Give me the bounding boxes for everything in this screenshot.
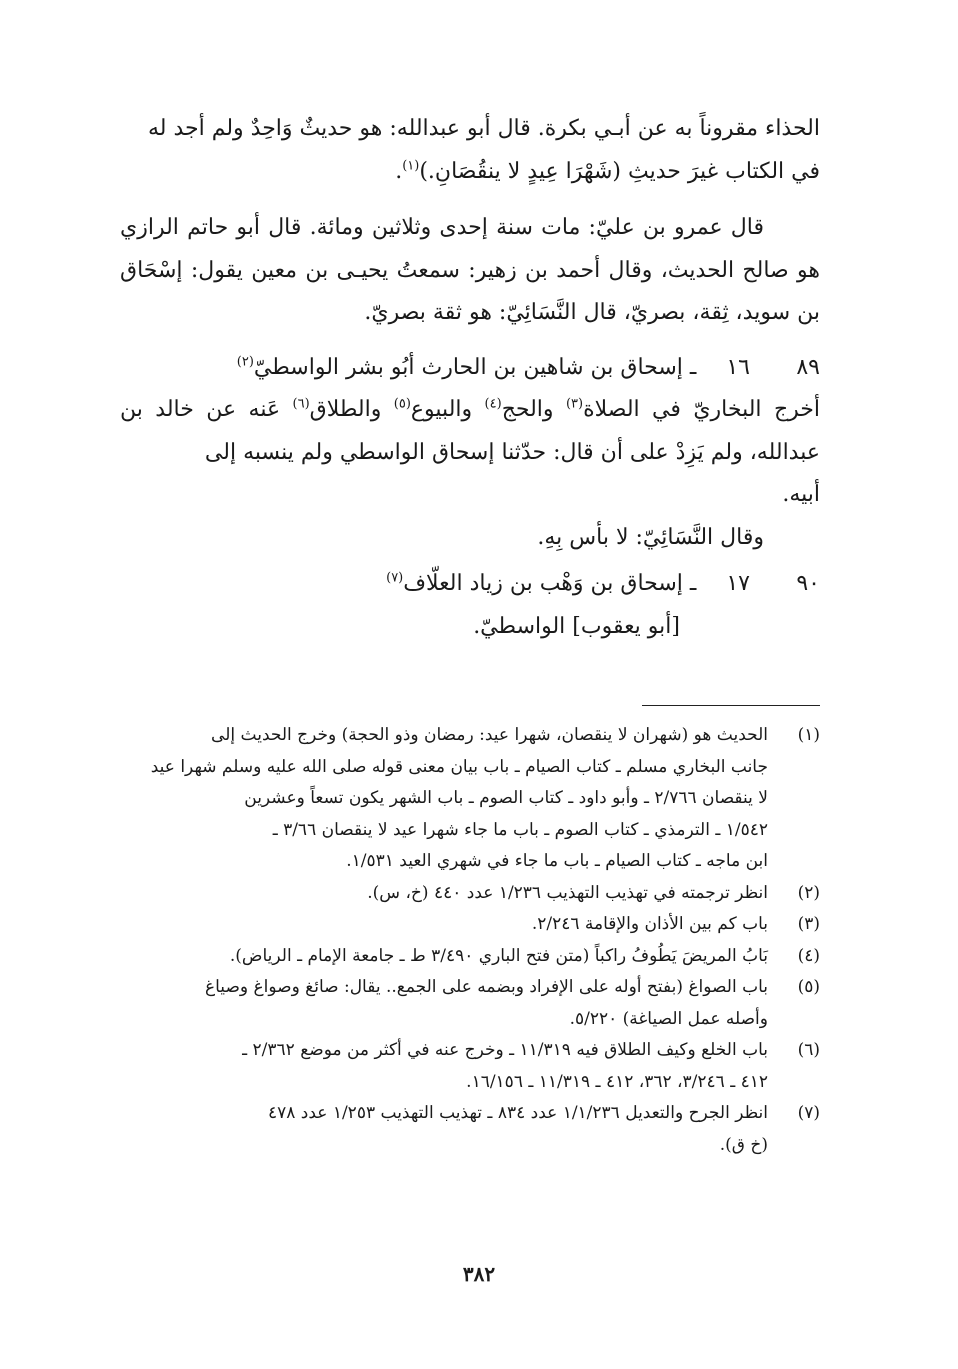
footnote-ref-4: (٤) [484,396,502,412]
paragraph-3-line-1-part-d: والطلاق [309,397,394,422]
entry-title [386,563,696,606]
footnote-line: بَابُ المريضَ يَطُوفُ راكباً (متن فتح الباري ٣/٤٩٠ ط ـ جامعة الإمام ـ الرياض). [229,945,768,966]
paragraph-3-line-1-part-e: عَنه عن [206,397,293,422]
footnote-line: لا ينقصان ٢/٧٦٦ ـ وأبو داود ـ كتاب الصوم ـ باب الشهر يكون تسعاً وعشرين [244,788,768,808]
footnote-ref-2: (٢) [236,354,254,370]
footnote-6 [120,1035,820,1098]
footnotes [120,720,820,1161]
footnote-text [120,1098,768,1161]
footnote-1 [120,720,820,878]
paragraph-3-line-3: أبيه. [782,482,820,507]
footnote-text [120,1035,768,1098]
footnote-ref-1: (١) [402,158,420,174]
paragraph-3-line-1-part-b: والحج [501,397,566,422]
footnote-separator [642,705,820,706]
entry-number: ٩٠ [796,571,820,596]
paragraph-3-line-1-part-c: والبيوع [410,397,485,422]
footnote-line: جانب البخاري مسلم ـ كتاب الصيام ـ باب بيان معنى قوله صلى الله عليه وسلم شهرا عيد [150,756,768,777]
paragraph-4: وقال النَّسَائِيّ: لا بأس بِهِ. [537,524,764,550]
footnote-line: باب الخلع وكيف الطلاق فيه ١١/٣١٩ ـ وخرج عنه في أكثر من موضع ٢/٣٦٢ ـ [242,1040,768,1060]
paragraph-3-line-1-part-a: أخرج البخاريّ في الصلاة [583,397,820,422]
entry-number: ٨٩ [796,354,820,380]
footnote-line: باب كم بين الأذان والإقامة ٢/٢٤٦. [531,914,768,934]
entry-90-heading [120,563,820,606]
paragraph-3 [120,389,820,517]
footnote-3 [120,909,820,941]
entry-sub-number: ١٦ [726,354,750,380]
footnote-line: الحديث هو (شهران لا ينقصان، شهرا عيد: رمضان وذو الحجة) وخرج الحديث إلى [211,725,768,745]
entry-sub-number: ١٧ [726,571,750,596]
footnote-text [120,720,768,878]
footnote-ref-6: (٦) [292,396,310,412]
footnote-number: (٥) [797,977,820,997]
footnote-number: (٤) [797,945,820,966]
footnote-text [120,941,768,973]
footnote-line: ٤١٢ ـ ٣/٢٤٦، ٣٦٢، ٤١٢ ـ ١١/٣١٩ ـ ١٦/١٥٦. [466,1071,768,1092]
footnote-text [120,909,768,941]
footnote-line: وأصله عمل الصياغة) ٥/٢٢٠. [569,1008,768,1029]
footnote-text [120,972,768,1035]
page-number: ٣٨٢ [462,1262,496,1286]
entry-title [237,347,697,390]
entry-89-heading [120,347,820,390]
footnote-5 [120,972,820,1035]
footnote-ref-5: (٥) [393,396,411,412]
footnote-number: (٧) [797,1103,820,1123]
entry-title-text: ـ إسحاق بن وَهْب بن زياد العلّاف [403,571,697,596]
paragraph-2-line-1: قال عمرو بن عليّ: مات سنة إحدى وثلاثين ومائة. قال أبو حاتم [187,215,764,240]
paragraph-1-line-2: في الكتاب غيرَ حديثِ (شَهْرَا عِيدٍ لا ينقُصَانِ.) [419,158,820,184]
paragraph-3-line-2: خالد بن عبدالله، ولم يَزِدْ على أن قال: حدّثنا إسحاق الواسطي ولم ينسبه إلى [120,397,820,465]
footnote-line: انظر الجرح والتعديل ١/١/٢٣٦ عدد ٨٣٤ ـ تهذيب التهذيب ١/٢٥٣ عدد ٤٧٨ [267,1103,768,1123]
footnote-ref-3: (٣) [565,396,584,412]
paragraph-2-line-3: يقول: إسْحَاق بن سويد، ثِقة، بصريّ، قال النَّسَائِيّ: هو ثقة بصريّ. [120,257,820,325]
paragraph-1-line-1: الحذاء مقروناً به عن أبـي بكرة. قال أبو عبدالله: هو حديثٌ وَاحِدٌ ولم أجد له [147,116,820,141]
footnote-line: ابن ماجه ـ كتاب الصيام ـ باب ما جاء في شهري العيد ١/٥٣١. [346,851,768,871]
footnote-4 [120,941,820,973]
footnote-line: انظر ترجمته في تهذيب التهذيب ١/٢٣٦ عدد ٤٤٠ (خ، س). [367,882,768,903]
footnote-text [120,878,768,910]
paragraph-3-line-1 [194,397,820,422]
footnote-number: (٦) [797,1040,820,1060]
entry-90-subtitle: [أبو يعقوب] الواسطيّ. [473,613,680,639]
footnote-line: (خ ق). [719,1134,768,1155]
footnote-line: ١/٥٤٢ ـ الترمذي ـ كتاب الصوم ـ باب ما جاء شهرا عيد لا ينقصان ٣/٦٦ ـ [272,819,768,840]
footnote-ref-7: (٧) [386,570,404,586]
paragraph-1-end: . [395,158,403,184]
paragraph-2 [120,207,820,335]
footnote-number: (٣) [797,914,820,934]
footnote-7 [120,1098,820,1161]
footnote-2 [120,878,820,910]
footnote-number: (١) [797,725,820,745]
footnote-line: باب الصواغ (بفتح أوله على الإفراد وبضمه على الجمع.. يقال: صائغ وصواغ وصياغ [204,977,768,997]
footnote-number: (٢) [797,882,820,903]
main-text [120,108,820,648]
entry-title-text: ـ إسحاق بن شاهين بن الحارث أبُو بشر الواسطيّ [253,354,697,380]
paragraph-1 [120,108,820,193]
paragraph-2-line-2: الرازي هو صالح الحديث، وقال أحمد بن زهير: سمعتُ يحيـى بن معين [120,215,821,283]
